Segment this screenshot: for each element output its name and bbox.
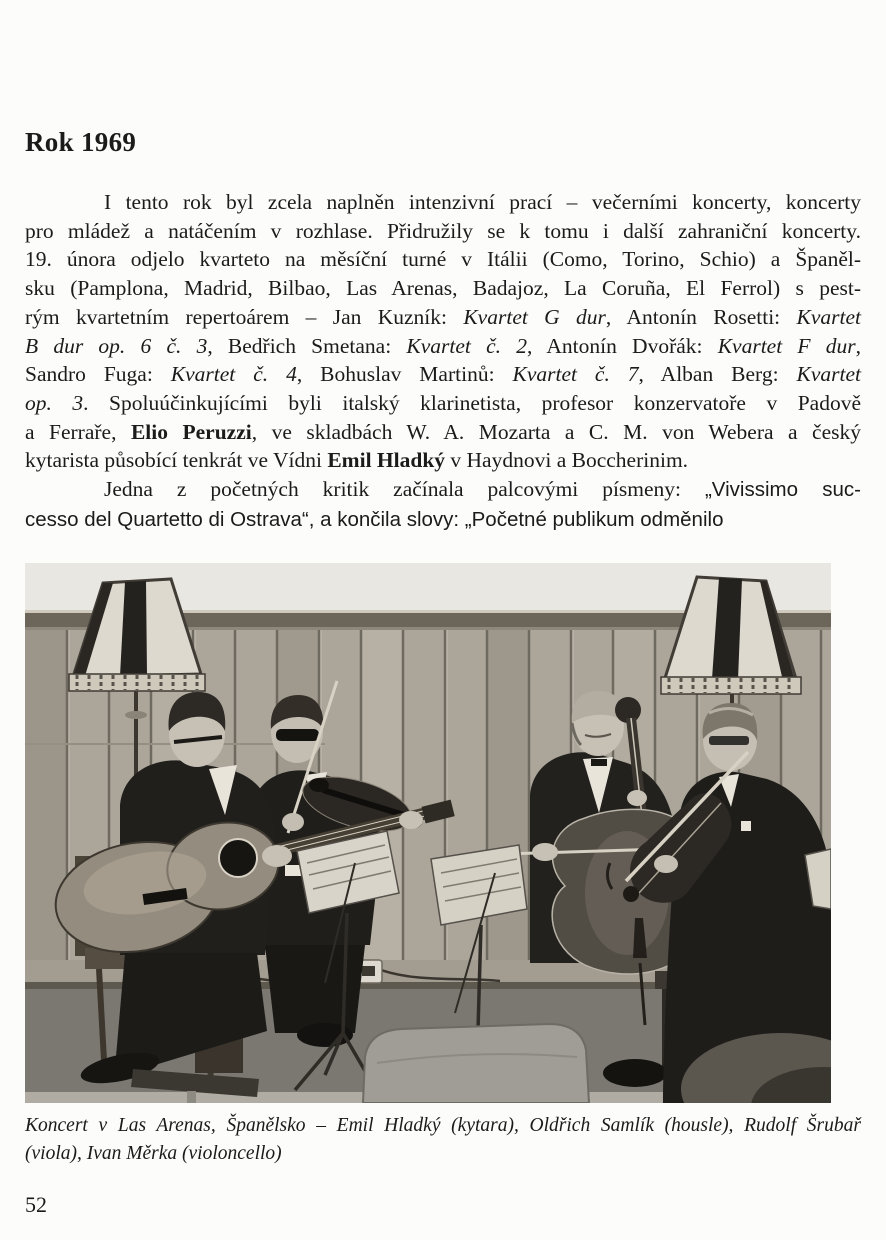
- text-line: I tento rok byl zcela naplněn intenzivní prací – večerními koncerty, koncerty: [104, 190, 861, 214]
- text-line: Sandro Fuga: Kvartet č. 4, Bohuslav Martinů: Kvartet č. 7, Alban Berg: Kvartet: [25, 362, 861, 387]
- text-line: cesso del Quartetto di Ostrava“, a končila slovy: „Početné publikum odměnilo: [25, 507, 724, 531]
- text-line: (viola), Ivan Měrka (violoncello): [25, 1142, 282, 1164]
- body-text: [25, 188, 861, 534]
- text-line: a Ferraře, Elio Peruzzi, ve skladbách W. A. Mozarta a C. M. von Webera a český: [25, 419, 861, 444]
- text-line: Koncert v Las Arenas, Španělsko – Emil Hladký (kytara), Oldřich Samlík (housle), Rudolf Šrubař: [25, 1115, 861, 1136]
- page-number: 52: [25, 1192, 47, 1217]
- concert-photo: [25, 563, 831, 1103]
- text-line: rým kvartetním repertoárem – Jan Kuzník: Kvartet G dur, Antonín Rosetti: Kvartet: [25, 304, 862, 329]
- text-line: op. 3. Spoluúčinkujícími byli italský klarinetista, profesor konzervatoře v Padově: [25, 390, 861, 415]
- text-line: sku (Pamplona, Madrid, Bilbao, Las Arenas, Badajoz, La Coruña, El Ferrol) s pest-: [25, 276, 861, 301]
- paragraph-1: [25, 188, 861, 475]
- text-line: 19. února odjelo kvarteto na měsíční turné v Itálii (Como, Torino, Schio) a Španěl-: [25, 247, 861, 272]
- paragraph-2: [25, 475, 861, 534]
- concert-photo-illustration: [25, 563, 831, 1103]
- photo-caption: [25, 1112, 861, 1167]
- text-line: B dur op. 6 č. 3, Bedřich Smetana: Kvartet č. 2, Antonín Dvořák: Kvartet F dur,: [25, 333, 861, 358]
- chapter-heading: Rok 1969: [25, 127, 137, 157]
- text-line: Jedna z početných kritik začínala palcovými písmeny: „Vivissimo suc-: [104, 477, 861, 502]
- text-line: kytarista působící tenkrát ve Vídni Emil Hladký v Haydnovi a Boccherinim.: [25, 448, 689, 473]
- text-line: pro mládež a natáčením v rozhlase. Přidružily se k tomu i další zahraniční koncerty.: [25, 218, 861, 243]
